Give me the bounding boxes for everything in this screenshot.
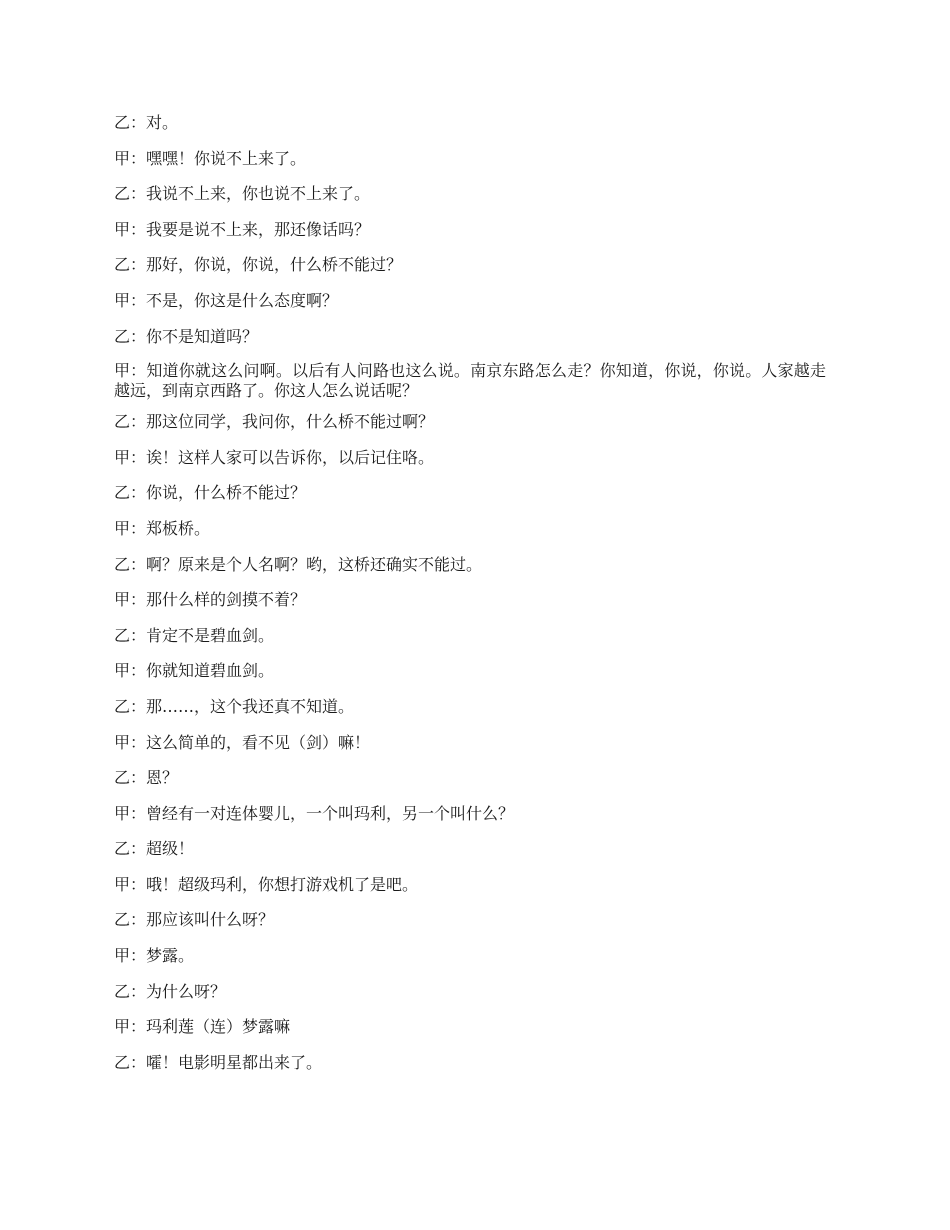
dialogue-line: 甲：诶！这样人家可以告诉你，以后记住咯。: [114, 447, 435, 467]
dialogue-line: 甲：郑板桥。: [114, 518, 211, 538]
dialogue-line: 甲：这么简单的，看不见（剑）嘛！: [114, 732, 371, 752]
dialogue-line: 甲：那什么样的剑摸不着？: [114, 590, 307, 610]
dialogue-line: 乙：肯定不是碧血剑。: [114, 625, 275, 645]
dialogue-line: 甲：曾经有一对连体婴儿，一个叫玛利，另一个叫什么？: [114, 803, 515, 823]
dialogue-line: 乙：啊？原来是个人名啊？哟，这桥还确实不能过。: [114, 554, 483, 574]
dialogue-text: [114, 112, 826, 1087]
dialogue-line: 乙：那应该叫什么呀？: [114, 910, 275, 930]
dialogue-line: 乙：你不是知道吗？: [114, 326, 259, 346]
dialogue-line: 乙：那好，你说，你说，什么桥不能过？: [114, 255, 403, 275]
dialogue-line: 乙：嚯！电影明星都出来了。: [114, 1052, 323, 1072]
dialogue-line: 乙：我说不上来，你也说不上来了。: [114, 184, 371, 204]
dialogue-line: 乙：那……，这个我还真不知道。: [114, 696, 355, 716]
dialogue-line: 乙：对。: [114, 113, 179, 132]
dialogue-line: 甲：我要是说不上来，那还像话吗？: [114, 219, 371, 239]
dialogue-line: 甲：梦露。: [114, 946, 195, 966]
dialogue-line: 甲：你就知道碧血剑。: [114, 661, 275, 681]
dialogue-line: 甲：不是，你这是什么态度啊？: [114, 290, 339, 310]
dialogue-line: 甲：嘿嘿！你说不上来了。: [114, 148, 307, 168]
dialogue-line: 甲：知道你就这么问啊。以后有人问路也这么说。南京东路怎么走？你知道，你说，你说。人家越走越远，到南京西路了。你这人怎么说话呢？: [114, 361, 826, 400]
dialogue-line: 乙：恩？: [114, 768, 179, 788]
dialogue-line: 甲：玛利莲（连）梦露嘛: [114, 1017, 291, 1037]
dialogue-line: 乙：超级！: [114, 839, 195, 859]
dialogue-line: 甲：哦！超级玛利，你想打游戏机了是吧。: [114, 874, 419, 894]
dialogue-line: 乙：你说，什么桥不能过？: [114, 483, 307, 503]
dialogue-line: 乙：为什么呀？: [114, 981, 227, 1001]
dialogue-line: 乙：那这位同学，我问你，什么桥不能过啊？: [114, 412, 435, 432]
